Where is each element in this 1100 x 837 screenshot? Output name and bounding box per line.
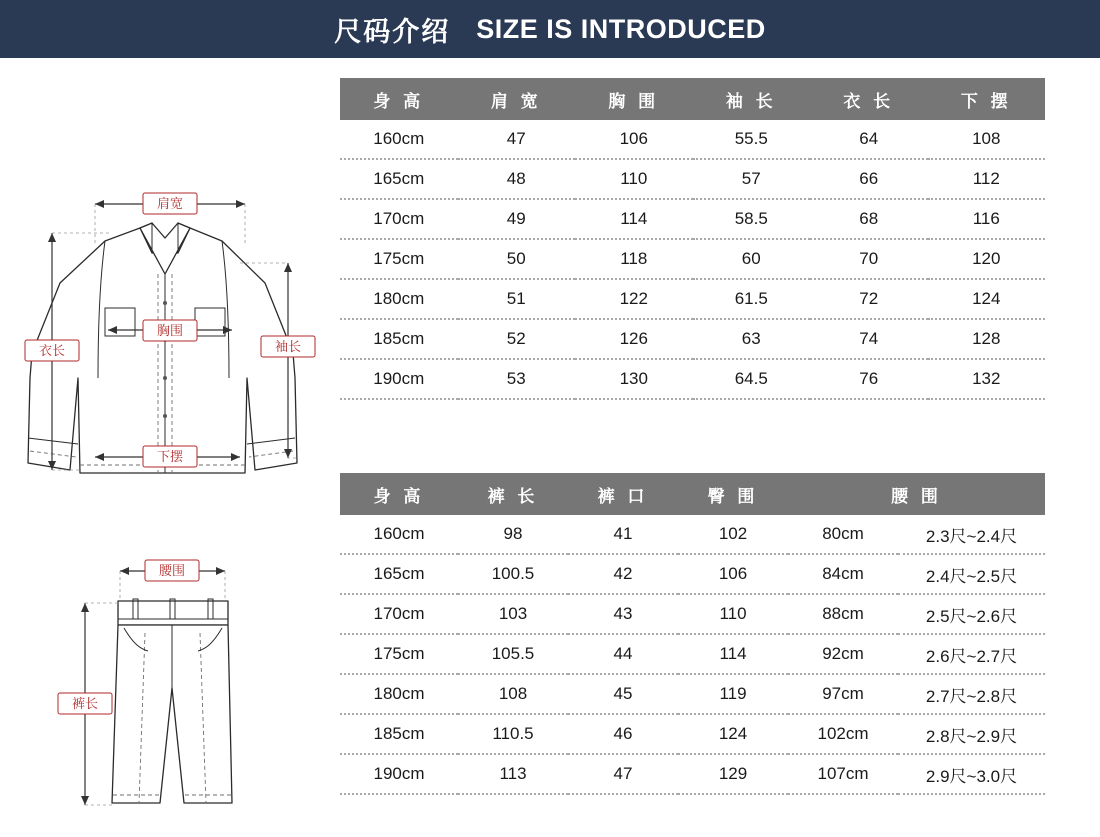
col-pant-opening: 裤 口 — [568, 473, 678, 515]
cell-height: 185cm — [340, 714, 458, 754]
cell-height: 170cm — [340, 594, 458, 634]
cell-height: 175cm — [340, 634, 458, 674]
cell-height: 160cm — [340, 120, 458, 159]
label-waist: 腰围 — [158, 563, 186, 578]
cell-hip: 124 — [678, 714, 788, 754]
cell-height: 180cm — [340, 279, 458, 319]
pants-size-table-wrap — [340, 473, 1060, 833]
shirt-diagram-svg — [0, 78, 340, 464]
col-shoulder: 肩 宽 — [458, 78, 576, 120]
label-jacket-length: 衣长 — [38, 343, 66, 358]
cell-pant-length: 108 — [458, 674, 568, 714]
pants-diagram — [0, 473, 340, 833]
cell-waist-chi: 2.8尺~2.9尺 — [898, 714, 1045, 754]
top-size-table — [340, 78, 1045, 400]
cell-waist-cm: 102cm — [788, 714, 898, 754]
col-pant-length: 裤 长 — [458, 473, 568, 515]
shirt-diagram — [0, 78, 340, 464]
col-hem: 下 摆 — [928, 78, 1046, 120]
pants-section — [0, 473, 1060, 833]
cell-length: 70 — [810, 239, 928, 279]
cell-length: 76 — [810, 359, 928, 399]
table-row — [340, 674, 1045, 714]
cell-waist-cm: 107cm — [788, 754, 898, 794]
cell-shoulder: 48 — [458, 159, 576, 199]
table-row — [340, 594, 1045, 634]
cell-height: 190cm — [340, 359, 458, 399]
top-size-table-wrap — [340, 78, 1060, 448]
cell-waist-cm: 80cm — [788, 515, 898, 554]
cell-shoulder: 52 — [458, 319, 576, 359]
cell-hip: 129 — [678, 754, 788, 794]
cell-waist-chi: 2.6尺~2.7尺 — [898, 634, 1045, 674]
cell-sleeve: 60 — [693, 239, 811, 279]
cell-height: 175cm — [340, 239, 458, 279]
size-chart-board — [0, 58, 1100, 837]
table-row — [340, 714, 1045, 754]
table-header-row — [340, 78, 1045, 120]
table-row — [340, 359, 1045, 399]
label-hem: 下摆 — [156, 449, 184, 464]
cell-hip: 110 — [678, 594, 788, 634]
cell-sleeve: 55.5 — [693, 120, 811, 159]
cell-height: 185cm — [340, 319, 458, 359]
cell-pant-length: 103 — [458, 594, 568, 634]
cell-height: 165cm — [340, 554, 458, 594]
pants-size-table — [340, 473, 1045, 795]
cell-chest: 114 — [575, 199, 693, 239]
cell-sleeve: 58.5 — [693, 199, 811, 239]
jacket-section — [0, 78, 1060, 464]
cell-waist-chi: 2.4尺~2.5尺 — [898, 554, 1045, 594]
cell-shoulder: 53 — [458, 359, 576, 399]
table-row — [340, 159, 1045, 199]
cell-pant-opening: 45 — [568, 674, 678, 714]
col-chest: 胸 围 — [575, 78, 693, 120]
table-row — [340, 239, 1045, 279]
cell-hip: 119 — [678, 674, 788, 714]
col-waist: 腰 围 — [788, 473, 1045, 515]
pants-diagram-svg — [0, 473, 340, 833]
table-row — [340, 754, 1045, 794]
cell-hip: 102 — [678, 515, 788, 554]
cell-waist-cm: 92cm — [788, 634, 898, 674]
table-row — [340, 515, 1045, 554]
cell-hip: 114 — [678, 634, 788, 674]
cell-waist-cm: 84cm — [788, 554, 898, 594]
cell-chest: 126 — [575, 319, 693, 359]
cell-height: 165cm — [340, 159, 458, 199]
table-row — [340, 120, 1045, 159]
cell-chest: 118 — [575, 239, 693, 279]
cell-hem: 128 — [928, 319, 1046, 359]
cell-hip: 106 — [678, 554, 788, 594]
cell-length: 68 — [810, 199, 928, 239]
cell-hem: 120 — [928, 239, 1046, 279]
col-hip: 臀 围 — [678, 473, 788, 515]
cell-pant-opening: 47 — [568, 754, 678, 794]
cell-pant-length: 110.5 — [458, 714, 568, 754]
col-height: 身 高 — [340, 473, 458, 515]
cell-shoulder: 50 — [458, 239, 576, 279]
table-row — [340, 199, 1045, 239]
cell-hem: 124 — [928, 279, 1046, 319]
cell-pant-opening: 46 — [568, 714, 678, 754]
cell-height: 170cm — [340, 199, 458, 239]
cell-chest: 130 — [575, 359, 693, 399]
cell-hem: 112 — [928, 159, 1046, 199]
cell-waist-chi: 2.3尺~2.4尺 — [898, 515, 1045, 554]
cell-pant-length: 113 — [458, 754, 568, 794]
cell-pant-opening: 44 — [568, 634, 678, 674]
cell-length: 72 — [810, 279, 928, 319]
cell-waist-cm: 88cm — [788, 594, 898, 634]
cell-pant-length: 100.5 — [458, 554, 568, 594]
label-pant-length: 裤长 — [71, 696, 99, 711]
cell-waist-chi: 2.5尺~2.6尺 — [898, 594, 1045, 634]
top-size-table-body — [340, 120, 1045, 399]
cell-pant-length: 105.5 — [458, 634, 568, 674]
table-row — [340, 319, 1045, 359]
cell-pant-opening: 41 — [568, 515, 678, 554]
top-size-table-head — [340, 78, 1045, 120]
col-height: 身 高 — [340, 78, 458, 120]
label-chest: 胸围 — [156, 323, 184, 338]
cell-chest: 110 — [575, 159, 693, 199]
cell-waist-chi: 2.7尺~2.8尺 — [898, 674, 1045, 714]
cell-hem: 116 — [928, 199, 1046, 239]
cell-height: 180cm — [340, 674, 458, 714]
cell-height: 190cm — [340, 754, 458, 794]
label-sleeve: 袖长 — [274, 339, 302, 354]
cell-waist-cm: 97cm — [788, 674, 898, 714]
cell-chest: 122 — [575, 279, 693, 319]
cell-shoulder: 49 — [458, 199, 576, 239]
page-title-cn: 尺码介绍 — [334, 16, 451, 47]
cell-length: 66 — [810, 159, 928, 199]
table-row — [340, 279, 1045, 319]
cell-length: 74 — [810, 319, 928, 359]
cell-shoulder: 51 — [458, 279, 576, 319]
cell-waist-chi: 2.9尺~3.0尺 — [898, 754, 1045, 794]
cell-height: 160cm — [340, 515, 458, 554]
cell-pant-opening: 43 — [568, 594, 678, 634]
pants-size-table-head — [340, 473, 1045, 515]
cell-pant-length: 98 — [458, 515, 568, 554]
cell-length: 64 — [810, 120, 928, 159]
col-sleeve: 袖 长 — [693, 78, 811, 120]
page-title-en: SIZE IS INTRODUCED — [476, 13, 766, 44]
label-shoulder: 肩宽 — [156, 196, 184, 211]
table-row — [340, 554, 1045, 594]
cell-hem: 132 — [928, 359, 1046, 399]
table-header-row — [340, 473, 1045, 515]
cell-sleeve: 64.5 — [693, 359, 811, 399]
cell-sleeve: 61.5 — [693, 279, 811, 319]
pants-size-table-body — [340, 515, 1045, 794]
table-row — [340, 634, 1045, 674]
page-header — [0, 0, 1100, 58]
cell-pant-opening: 42 — [568, 554, 678, 594]
cell-sleeve: 63 — [693, 319, 811, 359]
cell-chest: 106 — [575, 120, 693, 159]
col-length: 衣 长 — [810, 78, 928, 120]
cell-sleeve: 57 — [693, 159, 811, 199]
cell-hem: 108 — [928, 120, 1046, 159]
cell-shoulder: 47 — [458, 120, 576, 159]
